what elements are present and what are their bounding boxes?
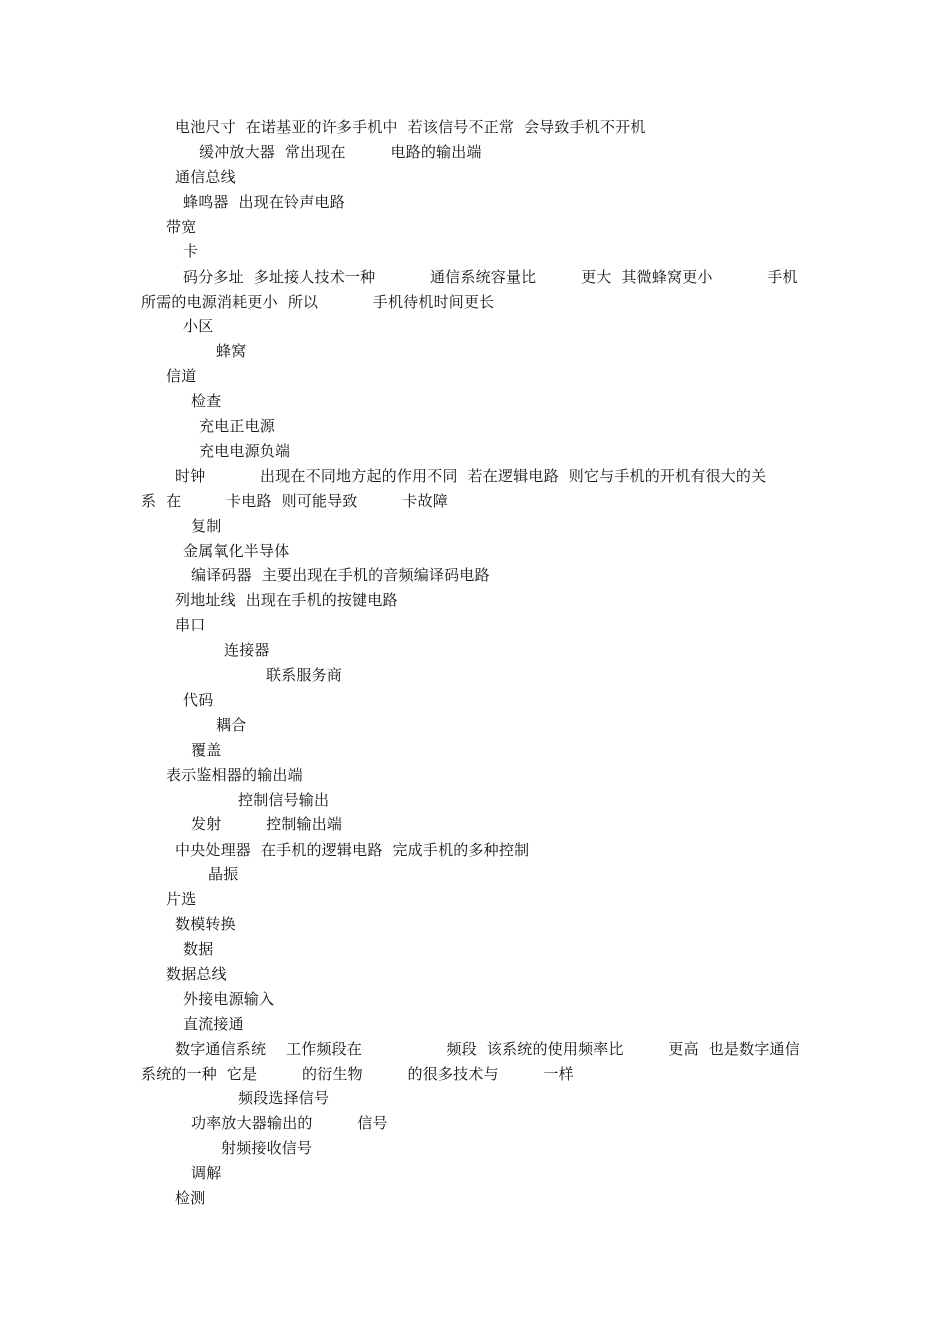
text-line: 外接电源输入	[183, 990, 275, 1008]
text-line: 覆盖	[191, 741, 222, 759]
text-line: 表示鉴相器的输出端	[166, 766, 303, 784]
text-line: 代码	[183, 691, 214, 709]
text-line: 电池尺寸 在诺基亚的许多手机中 若该信号不正常 会导致手机不开机	[175, 118, 646, 136]
text-line: 通信总线	[175, 168, 236, 186]
text-line: 充电正电源	[199, 417, 276, 435]
text-line: 数据总线	[166, 965, 227, 983]
text-line: 时钟 出现在不同地方起的作用不同 若在逻辑电路 则它与手机的开机有很大的关	[175, 467, 767, 485]
text-line: 连接器	[224, 641, 270, 659]
text-line: 联系服务商	[266, 666, 343, 684]
text-line: 系 在 卡电路 则可能导致 卡故障	[141, 492, 448, 510]
text-line: 耦合	[216, 716, 247, 734]
text-line: 中央处理器 在手机的逻辑电路 完成手机的多种控制	[175, 841, 530, 859]
text-line: 检查	[191, 392, 222, 410]
text-line: 检测	[175, 1189, 206, 1207]
text-line: 数据	[183, 940, 214, 958]
text-line: 频段选择信号	[238, 1089, 330, 1107]
text-line: 直流接通	[183, 1015, 244, 1033]
text-line: 片选	[166, 890, 197, 908]
text-line: 射频接收信号	[221, 1139, 313, 1157]
text-line: 卡	[183, 242, 199, 260]
text-line: 控制信号输出	[238, 791, 330, 809]
text-line: 功率放大器输出的 信号	[191, 1114, 388, 1132]
text-line: 调解	[191, 1164, 222, 1182]
text-line: 晶振	[208, 865, 239, 883]
text-line: 编译码器 主要出现在手机的音频编译码电路	[191, 566, 490, 584]
text-line: 带宽	[166, 218, 197, 236]
text-line: 充电电源负端	[199, 442, 291, 460]
text-line: 蜂窝	[216, 342, 247, 360]
text-line: 小区	[183, 317, 214, 335]
text-line: 列地址线 出现在手机的按键电路	[175, 591, 398, 609]
text-line: 蜂鸣器 出现在铃声电路	[183, 193, 345, 211]
text-line: 数模转换	[175, 915, 236, 933]
text-line: 串口	[175, 616, 206, 634]
text-line: 数字通信系统 工作频段在 频段 该系统的使用频率比 更高 也是数字通信	[175, 1040, 800, 1058]
text-line: 所需的电源消耗更小 所以 手机待机时间更长	[141, 293, 495, 311]
text-line: 码分多址 多址接人技术一种 通信系统容量比 更大 其微蜂窝更小 手机	[183, 268, 798, 286]
text-line: 缓冲放大器 常出现在 电路的输出端	[199, 143, 482, 161]
text-line: 复制	[191, 517, 222, 535]
text-line: 金属氧化半导体	[183, 542, 290, 560]
text-line: 发射 控制输出端	[191, 815, 343, 833]
text-line: 信道	[166, 367, 197, 385]
text-line: 系统的一种 它是 的衍生物 的很多技术与 一样	[141, 1065, 574, 1083]
